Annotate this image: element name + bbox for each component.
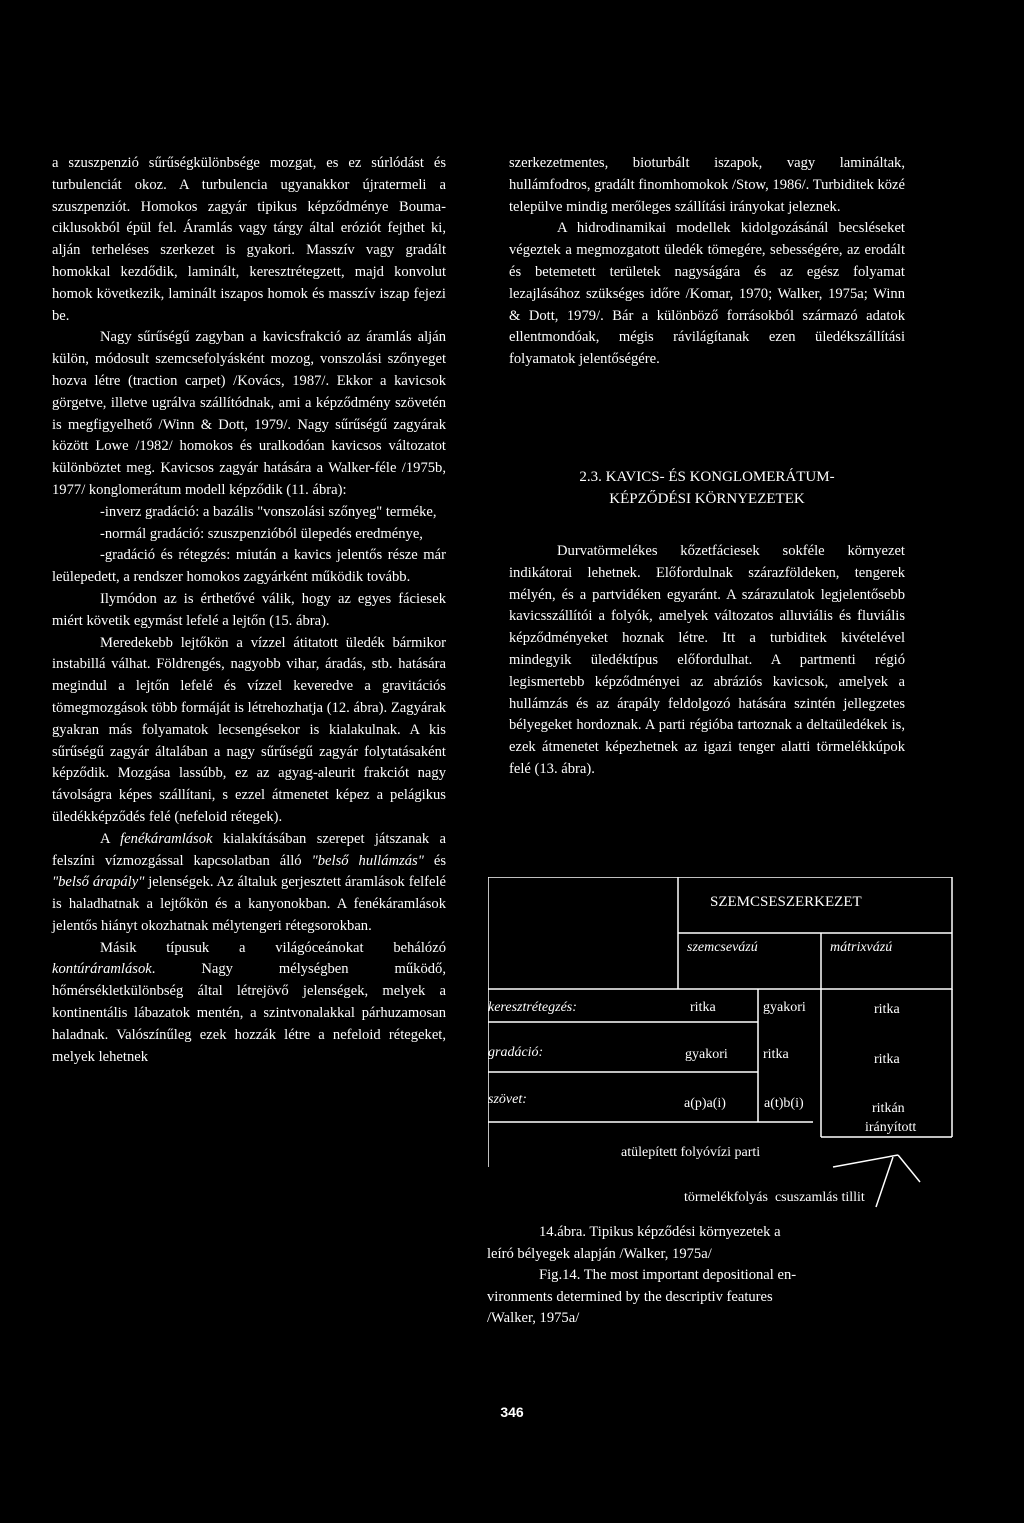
environment-label: törmelékfolyás csuszamlás tillit — [684, 1190, 865, 1205]
text-run: jelenségek. Az általuk gerjesztett áramlások felfelé is haladhatnak a lejtőkön és a kanyonokban. A fenékáramlások jelentős hiányt okozhatnak mélytengeri rétegsorokban. — [52, 874, 446, 934]
table-cell: a(p)a(i) — [684, 1096, 726, 1111]
paragraph: Nagy sűrűségű zagyban a kavicsfrakció az áramlás alján külön, módosult szemcsefolyásként mozog, vonszolási szőnyeget hozva létre (traction carpet) /Kovács, 1987/. Ekkor a kavicsok görgetve, illetve ugrálva szállítódnak, ami a képződmény szövetén is megfigyelhető /Winn & Dott, 1979/. Nagy sűrűségű zagyárak között Lowe /1982/ homokos és uralkodóan kavicsos változatot különböztet meg. Kavicsos zagyár hatására a Walker-féle /1975b, 1977/ konglomerátum modell képződik (11. ábra): — [52, 329, 446, 498]
list-item: -gradáció és rétegzés: miután a kavics jelentős része már leülepedett, a rendszer homokos zagyárként működik tovább. — [52, 547, 446, 586]
section-heading — [509, 466, 905, 510]
right-column-bottom — [509, 541, 905, 781]
table-cell: a(t)b(i) — [764, 1096, 804, 1111]
paragraph: A hidrodinamikai modellek kidolgozásánál becsléseket végeztek a megmozgatott üledék tömegére, sebességére, az erodált és betemetett területek nagyságára és az egész folyamat lezajlásához szükséges időre /Komar, 1970; Walker, 1975a; Winn & Dott, 1979/. Bár a különböző forrásokból származó adatok ellentmondóak, mégis rávilágítanak ezen üledékszállítási folyamatok jelentőségére. — [509, 220, 905, 368]
table-cell: ritka — [874, 1052, 900, 1067]
row-label: keresztrétegzés: — [488, 1000, 577, 1015]
emphasis: "belső árapály" — [52, 874, 145, 891]
table-cell: ritka — [690, 1000, 716, 1015]
table-cell: ritka — [763, 1047, 789, 1062]
paragraph: Durvatörmelékes kőzetfáciesek sokféle környezet indikátorai lehetnek. Előfordulnak szárazföldeken, tengerek mélyén, és a partvidéken egyaránt. A szárazulatok legjelentősebb kavicsszállítói a folyók, amelyek változatos alluviális és fluviális képződményeket hoznak létre. Itt a turbiditek kivételével mindegyik üledéktípus előfordulhat. A partmenti régió legismertebb képződményei az abráziós kavicsok, amelyek a hullámzás és az árapály feldolgozó hatására szintén jellegzetes bélyegeket hordoznak. A parti régióba tartoznak a deltaüledékek is, ezek átmenetet képezhetnek az igazi tenger alatti törmelékkúpok felé (13. ábra). — [509, 543, 905, 777]
emphasis: fenékáramlások — [120, 830, 213, 847]
text-run: és — [423, 852, 447, 869]
emphasis: kontúráramlások — [52, 961, 152, 978]
caption-line: 14.ábra. Tipikus képződési környezetek a — [539, 1224, 781, 1240]
caption-line: /Walker, 1975a/ — [487, 1310, 580, 1326]
page-number: 346 — [500, 1404, 524, 1420]
text-run: kialakításában szerepet játszanak a felszíni vízmozgással kapcsolatban álló — [52, 830, 447, 869]
left-column — [52, 153, 446, 1068]
arrow-line — [898, 1155, 920, 1182]
table-cell: irányított — [865, 1120, 917, 1135]
table-cell: gyakori — [685, 1047, 728, 1062]
table-cell: gyakori — [763, 1000, 806, 1015]
paragraph: szerkezetmentes, bioturbált iszapok, vagy lamináltak, hullámfodros, gradált finomhomokok /Stow, 1986/. Turbiditek közé települve mindig merőleges szállítási irányokat jeleznek. — [509, 155, 905, 215]
list-item: -normál gradáció: szuszpenzióból ülepedés eredménye, — [100, 525, 423, 542]
arrow-line — [833, 1155, 898, 1167]
caption-line: vironments determined by the descriptiv features — [487, 1288, 773, 1305]
caption-line: leíró bélyegek alapján /Walker, 1975a/ — [487, 1245, 712, 1262]
paragraph: a szuszpenzió sűrűségkülönbsége mozgat, es ez súrlódást és turbulenciát okoz. A turbulencia ugyanakkor újratermeli a szuszpenziót. Homokos zagyár tipikus képződménye Bouma-ciklusokból épül fel. Áramlás vagy tárgy által eróziót fejthet ki, alján terheléses szerkezet is gyakori. Masszív vagy gradált homokkal kezdődik, laminált, keresztrétegzett, majd konvolut homok következik, laminált iszapos homok és masszív iszap fejezi be. — [52, 155, 446, 324]
row-label: szövet: — [488, 1092, 527, 1107]
text-run: Másik típusuk a világóceánokat behálózó — [100, 939, 446, 956]
text-run: A — [100, 830, 121, 847]
paragraph — [52, 938, 446, 1069]
paragraph: Meredekebb lejtőkön a vízzel átitatott üledék bármikor instabillá válhat. Földrengés, nagyobb vihar, áradás, stb. hatására megindul a lejtőn lefelé és vízzel keveredve a gravitációs tömegmozgások több formáját is létrehozhatja (12. ábra). Zagyárak gyakran más folyamatok lecsengésekor is kialakulnak. A kis sűrűségű zagyár általában a nagy sűrűségű zagyár folytatásaként képződik. Mozgása lassúbb, ez az agyag-aleurit frakciót nagy távolságra képes szállítani, s ezzel átmenetet képez a pelágikus üledékképződés felé (nefeloid rétegek). — [52, 634, 446, 825]
section-heading-line: KÉPZŐDÉSI KÖRNYEZETEK — [609, 491, 805, 507]
column-header: mátrixvázú — [830, 940, 893, 955]
figure-caption — [487, 1222, 887, 1330]
section-heading-line: 2.3. KAVICS- ÉS KONGLOMERÁTUM- — [579, 469, 835, 485]
environment-label: atülepített folyóvízi parti — [621, 1145, 761, 1160]
caption-line: Fig.14. The most important depositional en- — [539, 1267, 797, 1283]
arrow-line — [876, 1157, 893, 1207]
emphasis: "belső hullámzás" — [311, 852, 424, 869]
paragraph: Ilymódon az is érthetővé válik, hogy az egyes fáciesek miért követik egymást lefelé a lejtőn (15. ábra). — [52, 590, 446, 629]
row-label: gradáció: — [488, 1045, 544, 1060]
table-cell: ritkán — [872, 1101, 905, 1116]
column-header: szemcsevázú — [687, 940, 758, 955]
text-run: . Nagy mélységben működő, hőmérsékletkülönbség által létrejövő jelenségek, melyek a kontinentális lábazatok mentén, a szintvonalakkal párhuzamosan haladnak. Valószínűleg ezek hozzák létre a nefeloid rétegeket, melyek lehetnek — [52, 961, 446, 1065]
table-title: SZEMCSESZERKEZET — [710, 894, 862, 910]
list-item: -inverz gradáció: a bazális "vonszolási szőnyeg" terméke, — [100, 503, 437, 520]
table-cell: ritka — [874, 1002, 900, 1017]
paragraph — [52, 829, 446, 938]
right-column-top — [509, 153, 905, 371]
grain-structure-diagram — [488, 877, 968, 1217]
